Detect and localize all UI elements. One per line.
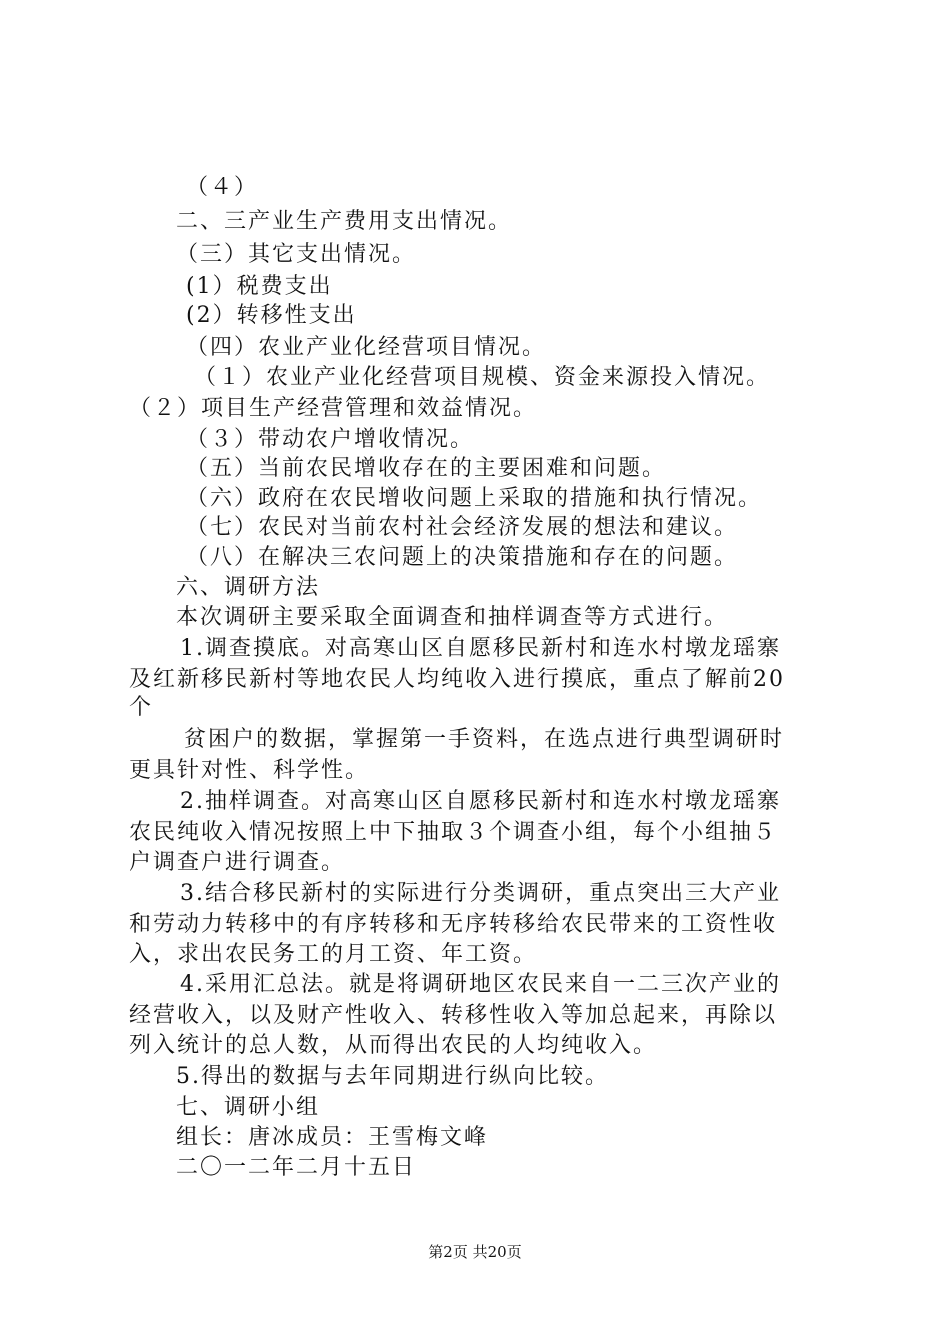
text-line: （六）政府在农民增收问题上采取的措施和执行情况。 [186,486,763,511]
text-line: 3.结合移民新村的实际进行分类调研，重点突出三大产业 [180,881,781,906]
text-line: 经营收入，以及财产性收入、转移性收入等加总起来，再除以 [129,1003,778,1028]
text-line: 5.得出的数据与去年同期进行纵向比较。 [176,1064,609,1089]
text-line: 农民纯收入情况按照上中下抽取３个调查小组，每个小组抽５ [129,820,778,845]
text-line: 二、三产业生产费用支出情况。 [176,209,513,234]
text-line: （四）农业产业化经营项目情况。 [186,335,547,360]
text-line: （３）带动农户增收情况。 [186,427,475,452]
text-line: （三）其它支出情况。 [176,242,417,267]
text-line: 2.抽样调查。对高寒山区自愿移民新村和连水村墩龙瑶寨 [180,789,781,814]
text-line: （八）在解决三农问题上的决策措施和存在的问题。 [186,545,739,570]
text-line: 及红新移民新村等地农民人均纯收入进行摸底，重点了解前20 [129,667,785,692]
text-line: 户调查户进行调查。 [129,850,346,875]
text-line: （七）农民对当前农村社会经济发展的想法和建议。 [186,515,739,540]
text-line: 列入统计的总人数，从而得出农民的人均纯收入。 [129,1033,658,1058]
text-line: 4.采用汇总法。就是将调研地区农民来自一二三次产业的 [180,972,781,997]
text-line: （五）当前农民增收存在的主要困难和问题。 [186,456,667,481]
text-line: 1.调查摸底。对高寒山区自愿移民新村和连水村墩龙瑶寨 [180,636,781,661]
text-line: 更具针对性、科学性。 [129,758,370,783]
text-line: 组长：唐冰成员：王雪梅文峰 [176,1125,489,1150]
text-line: （２）项目生产经营管理和效益情况。 [129,396,538,421]
text-line: （１）农业产业化经营项目规模、资金来源投入情况。 [194,365,771,390]
text-line: (2）转移性支出 [186,303,357,328]
page-number-footer: 第2页 共20页 [428,1243,522,1261]
text-line: 本次调研主要采取全面调查和抽样调查等方式进行。 [176,605,729,630]
text-line: 二〇一二年二月十五日 [176,1155,417,1180]
text-line: 入，求出农民务工的月工资、年工资。 [129,942,538,967]
text-line: 六、调研方法 [176,575,321,600]
text-line: （４） [186,175,259,200]
text-line: 贫困户的数据，掌握第一手资料，在选点进行典型调研时 [184,727,785,752]
text-line: 七、调研小组 [176,1095,321,1120]
text-line: 和劳动力转移中的有序转移和无序转移给农民带来的工资性收 [129,912,778,937]
text-line: 个 [129,695,154,720]
text-line: (1）税费支出 [186,274,333,299]
